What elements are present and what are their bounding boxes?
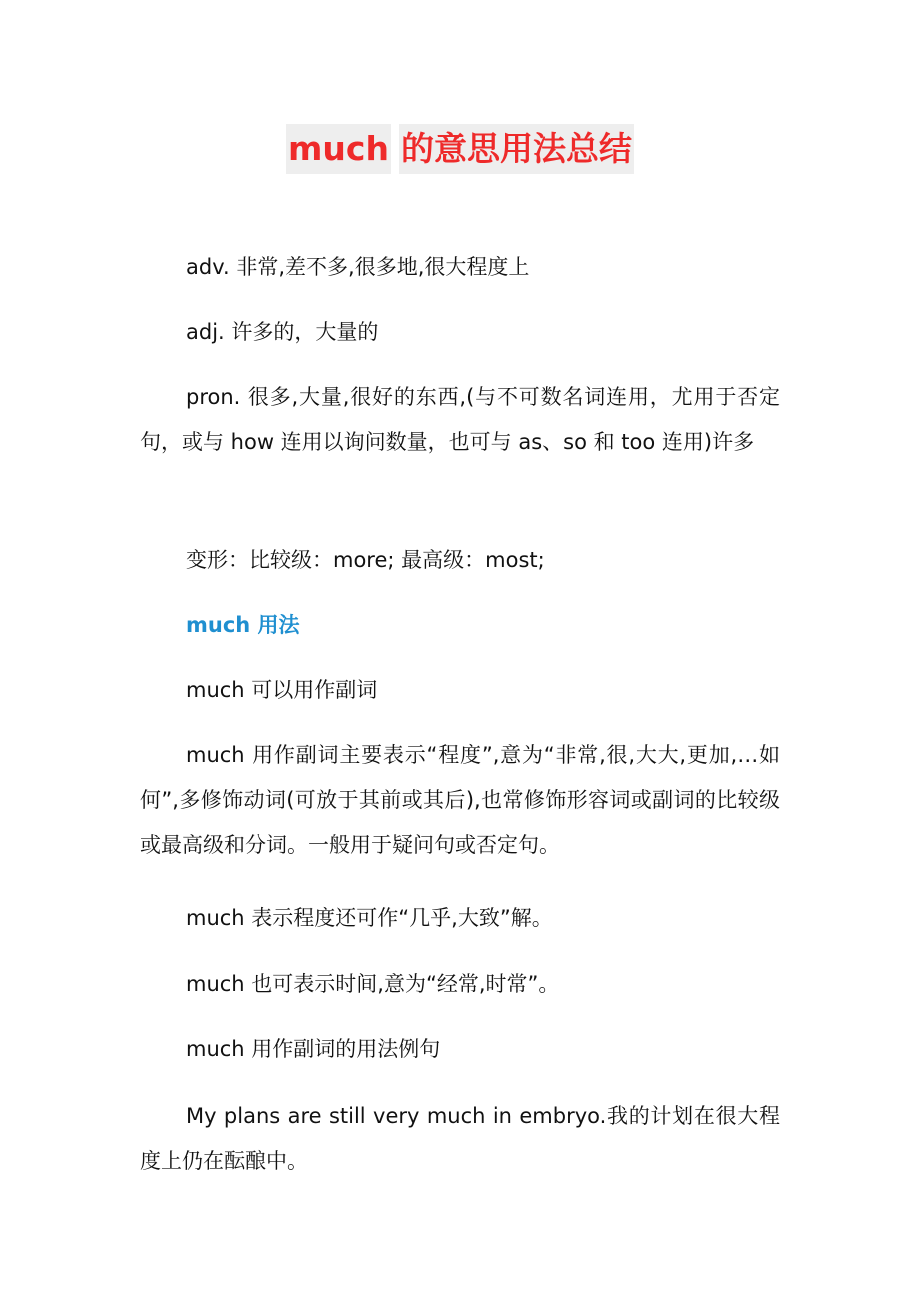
document-title: [0, 124, 920, 174]
adverb-time-note: much 也可表示时间,意为“经常,时常”。: [186, 972, 560, 996]
example-sentences-heading: much 用作副词的用法例句: [186, 1037, 441, 1061]
title-cjk: 的意思用法总结: [399, 124, 634, 174]
inflection-forms: 变形：比较级：more; 最高级：most;: [186, 548, 545, 572]
usage-as-adverb: much 可以用作副词: [186, 678, 378, 702]
title-latin: much: [286, 124, 391, 174]
example-sentence: My plans are still very much in embryo.我的计划在很大程度上仍在酝酿中。: [140, 1104, 780, 1173]
section-heading-usage: much 用法: [186, 613, 300, 637]
definition-pronoun: pron. 很多,大量,很好的东西,(与不可数名词连用，尤用于否定句，或与 how 连用以询问数量，也可与 as、so 和 too 连用)许多: [140, 385, 780, 454]
definition-adjective: adj. 许多的，大量的: [186, 320, 379, 344]
adverb-degree-explanation: much 用作副词主要表示“程度”,意为“非常,很,大大,更加,…如何”,多修饰动词(可放于其前或其后),也常修饰形容词或副词的比较级或最高级和分词。一般用于疑问句或否定句。: [140, 743, 780, 857]
adverb-approximately-note: much 表示程度还可作“几乎,大致”解。: [186, 906, 553, 930]
definition-adverb: adv. 非常,差不多,很多地,很大程度上: [186, 255, 530, 279]
